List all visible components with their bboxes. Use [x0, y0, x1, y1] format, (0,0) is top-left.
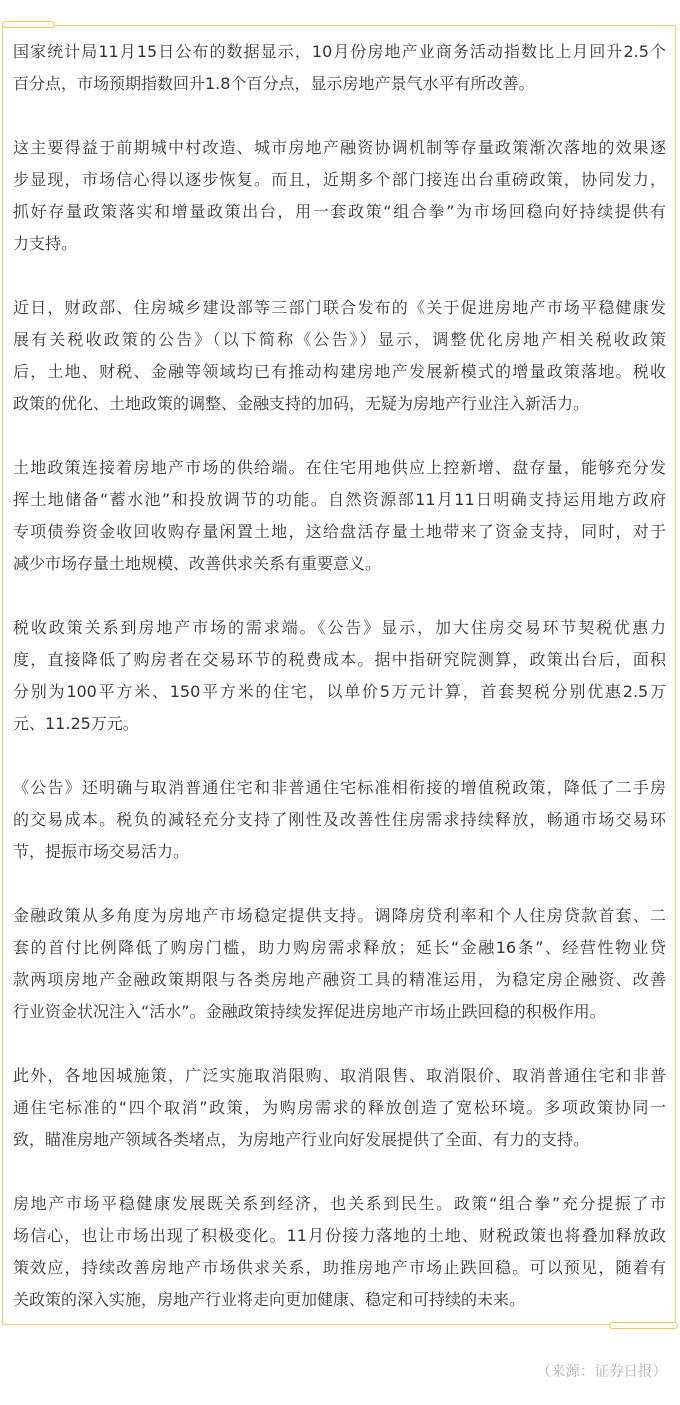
paragraph-line: 挥土地储备“蓄水池”和投放调节的功能。自然资源部11月11日明确支持运用地方政府: [13, 490, 666, 509]
paragraph-line: 元、11.25万元。: [13, 714, 139, 733]
article-body: [13, 36, 666, 1348]
paragraph-line: 力支持。: [13, 234, 78, 253]
paragraph-line: 百分点，市场预期指数回升1.8个百分点，显示房地产景气水平有所改善。: [13, 74, 535, 93]
article-paragraph: [13, 1188, 666, 1316]
paragraph-line: 抓好存量政策落实和增量政策出台，用一套政策“组合拳”为市场回稳向好持续提供有: [13, 202, 666, 221]
paragraph-line: 近日，财政部、住房城乡建设部等三部门联合发布的《关于促进房地产市场平稳健康发: [13, 298, 666, 317]
article-paragraph: [13, 292, 666, 420]
article-source: （来源：证券日报）: [536, 1364, 667, 1380]
paragraph-line: 土地政策连接着房地产市场的供给端。在住宅用地供应上控新增、盘存量，能够充分发: [13, 458, 666, 477]
article-paragraph: [13, 612, 666, 740]
paragraph-line: 国家统计局11月15日公布的数据显示，10月份房地产业商务活动指数比上月回升2.5个: [13, 42, 666, 61]
paragraph-line: 关政策的深入实施，房地产行业将走向更加健康、稳定和可持续的未来。: [13, 1290, 526, 1309]
article-paragraph: [13, 452, 666, 580]
article-paragraph: [13, 772, 666, 868]
paragraph-line: 《公告》还明确与取消普通住宅和非普通住宅标准相衔接的增值税政策，降低了二手房: [13, 778, 666, 797]
paragraph-line: 减少市场存量土地规模、改善供求关系有重要意义。: [13, 554, 382, 573]
paragraph-line: 金融政策从多角度为房地产市场稳定提供支持。调降房贷利率和个人住房贷款首套、二: [13, 906, 666, 925]
paragraph-line: 策效应，持续改善房地产市场供求关系，助推房地产市场止跌回稳。可以预见，随着有: [13, 1258, 666, 1277]
article-paragraph: [13, 132, 666, 260]
paragraph-line: 此外，各地因城施策，广泛实施取消限购、取消限售、取消限价、取消普通住宅和非普: [13, 1066, 666, 1085]
paragraph-line: 场信心，也让市场出现了积极变化。11月份接力落地的土地、财税政策也将叠加释放政: [13, 1226, 666, 1245]
paragraph-line: 致，瞄准房地产领域各类堵点，为房地产行业向好发展提供了全面、有力的支持。: [13, 1130, 590, 1149]
paragraph-line: 套的首付比例降低了购房门槛，助力购房需求释放；延长“金融16条”、经营性物业贷: [13, 938, 666, 957]
paragraph-line: 节，提振市场交易活力。: [13, 842, 190, 861]
paragraph-line: 专项债券资金收回收购存量闲置土地，这给盘活存量土地带来了资金支持，同时，对于: [13, 522, 666, 541]
paragraph-line: 这主要得益于前期城中村改造、城市房地产融资协调机制等存量政策渐次落地的效果逐: [13, 138, 666, 157]
paragraph-line: 度，直接降低了购房者在交易环节的税费成本。据中指研究院测算，政策出台后，面积: [13, 650, 666, 669]
paragraph-line: 的交易成本。税负的减轻充分支持了刚性及改善性住房需求持续释放，畅通市场交易环: [13, 810, 666, 829]
frame-decoration-top-left: [2, 21, 55, 28]
paragraph-line: 款两项房地产金融政策期限与各类房地产融资工具的精准运用，为稳定房企融资、改善: [13, 970, 666, 989]
article-paragraph: [13, 36, 666, 100]
paragraph-line: 政策的优化、土地政策的调整、金融支持的加码，无疑为房地产行业注入新活力。: [13, 394, 590, 413]
paragraph-line: 通住宅标准的“四个取消”政策，为购房需求的释放创造了宽松环境。多项政策协同一: [13, 1098, 666, 1117]
article-paragraph: [13, 1060, 666, 1156]
paragraph-line: 分别为100平方米、150平方米的住宅，以单价5万元计算，首套契税分别优惠2.5万: [13, 682, 666, 701]
paragraph-line: 展有关税收政策的公告》（以下简称《公告》）显示，调整优化房地产相关税收政策: [13, 330, 666, 349]
paragraph-line: 税收政策关系到房地产市场的需求端。《公告》显示，加大住房交易环节契税优惠力: [13, 618, 666, 637]
paragraph-line: 步显现，市场信心得以逐步恢复。而且，近期多个部门接连出台重磅政策，协同发力，: [13, 170, 666, 189]
paragraph-line: 行业资金状况注入“活水”。金融政策持续发挥促进房地产市场止跌回稳的积极作用。: [13, 1002, 606, 1021]
paragraph-line: 后，土地、财税、金融等领域均已有推动构建房地产发展新模式的增量政策落地。税收: [13, 362, 666, 381]
article-paragraph: [13, 900, 666, 1028]
paragraph-line: 房地产市场平稳健康发展既关系到经济，也关系到民生。政策“组合拳”充分提振了市: [13, 1194, 666, 1213]
